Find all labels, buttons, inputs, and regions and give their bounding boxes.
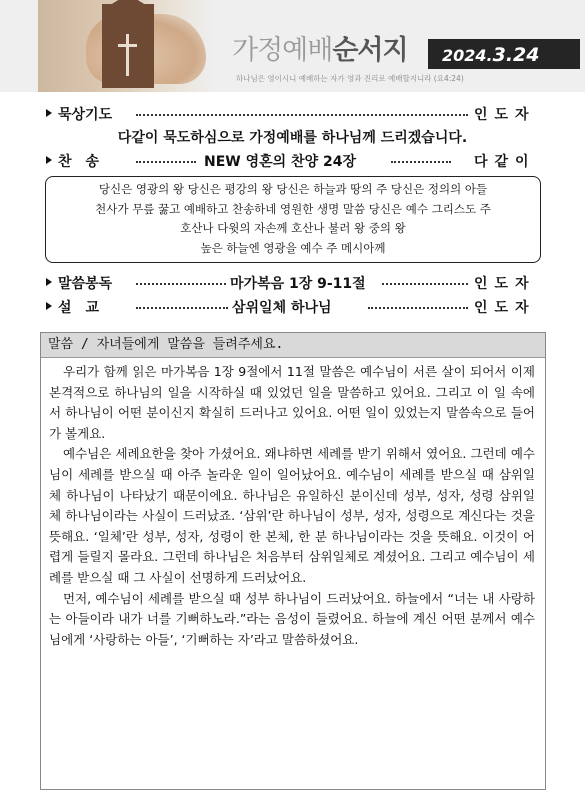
cross-icon <box>126 34 129 76</box>
title-light: 가정예배 <box>232 35 333 66</box>
row-leader: 다같이 <box>474 154 536 170</box>
row-leader: 인도자 <box>474 276 536 292</box>
sermon-body <box>41 358 545 650</box>
bullet-triangle-icon <box>46 109 52 117</box>
sermon-heading: 말씀 / 자녀들에게 말씀을 들려주세요. <box>41 333 545 358</box>
row-label: 찬 송 <box>46 151 99 171</box>
date-badge <box>428 39 580 69</box>
header-banner <box>0 0 585 92</box>
prayer-line: 다같이 묵도하심으로 가정예배를 하나님께 드리겠습니다. <box>117 130 468 146</box>
sermon-title: 삼위일체 하나님 <box>232 300 332 316</box>
row-label: 설 교 <box>46 297 99 317</box>
dot-leader <box>136 283 226 285</box>
dot-leader <box>382 283 468 285</box>
lyric-line: 호산나 다윗의 자손께 호산나 불러 왕 중의 왕 <box>180 221 406 235</box>
dot-leader <box>136 161 196 163</box>
dot-leader <box>368 307 468 309</box>
row-leader: 인도자 <box>474 107 536 123</box>
row-hymn <box>46 151 540 173</box>
row-sermon <box>46 297 540 319</box>
sermon-paragraph: 예수님은 세례요한을 찾아 가셨어요. 왜냐하면 세례를 받기 위해서 였어요. 그런데 예수님이 세례를 받으실 때 아주 놀라운 일이 일어났어요. 예수님이 세례를 받으실 때 삼위일체 하나님이 나타났기 때문이에요. 하나님은 유일하신 분이신데 성부, 성자, 성령 삼위일체 하나님이라는 사실이 드러났죠. ‘삼위’란 하나님이 성부, 성자, 성령으로 계신다는 것을 뜻해요. ‘일체’란 성부, 성자, 성령이 한 본체, 한 분 하나님이라는 것을 뜻해요. 이것이 어렵게 들릴지 몰라요. 그런데 하나님은 처음부터 삼위일체로 계셨어요. 그리고 예수님이 세례를 받으실 때 그 사실이 선명하게 드러났어요. <box>49 446 535 585</box>
lyric-line: 당신은 영광의 왕 당신은 평강의 왕 당신은 하늘과 땅의 주 당신은 정의의 아들 <box>98 182 488 196</box>
bullet-triangle-icon <box>46 302 52 310</box>
lyric-line: 천사가 무릎 꿇고 예배하고 찬송하네 영원한 생명 말씀 당신은 예수 그리스도 주 <box>95 201 491 216</box>
sermon-box <box>40 332 546 790</box>
row-silent-prayer <box>46 104 540 126</box>
row-label: 묵상기도 <box>46 104 112 124</box>
lyric-line: 높은 하늘엔 영광을 예수 주 메시아께 <box>200 240 386 255</box>
row-label: 말씀봉독 <box>46 273 112 293</box>
hymn-lyrics-box <box>45 176 541 263</box>
reading-passage: 마가복음 1장 9-11절 <box>230 276 366 292</box>
date-text: 2024.3.24 <box>442 44 540 66</box>
dot-leader <box>136 307 228 309</box>
hymn-title: NEW 영혼의 찬양 24장 <box>204 154 356 170</box>
title-bold: 순서지 <box>332 35 408 66</box>
row-leader: 인도자 <box>474 300 536 316</box>
sermon-paragraph: 우리가 함께 읽은 마가복음 1장 9절에서 11절 말씀은 예수님이 서른 살이 되어서 이제 본격적으로 하나님의 일을 시작하실 때 있었던 일을 말씀하고 있어요. 그리고 이 일 속에서 하나님이 어떤 분이신지 확실히 드러나고 있어요. 어떤 일이 있었는지 말씀속으로 들어가 볼게요. <box>49 364 535 441</box>
row-reading <box>46 273 540 295</box>
header-verse: 하나님은 영이시니 예배하는 자가 영과 진리로 예배할지니라 (요4:24) <box>236 74 464 83</box>
sermon-paragraph: 먼저, 예수님이 세례를 받으실 때 성부 하나님이 드러났어요. 하늘에서 “너는 내 사랑하는 아들이라 내가 너를 기뻐하노라.”라는 음성이 들렸어요. 하늘에 계신 어떤 분께서 예수님에게 ‘사랑하는 아들’, ‘기뻐하는 자’라고 말씀하셨어요. <box>49 590 535 647</box>
bullet-triangle-icon <box>46 278 52 286</box>
hero-image <box>38 0 213 92</box>
cross-icon-bar <box>118 44 137 47</box>
dot-leader <box>391 161 451 163</box>
bullet-triangle-icon <box>46 156 52 164</box>
page-title <box>232 28 408 67</box>
dot-leader <box>136 114 468 116</box>
